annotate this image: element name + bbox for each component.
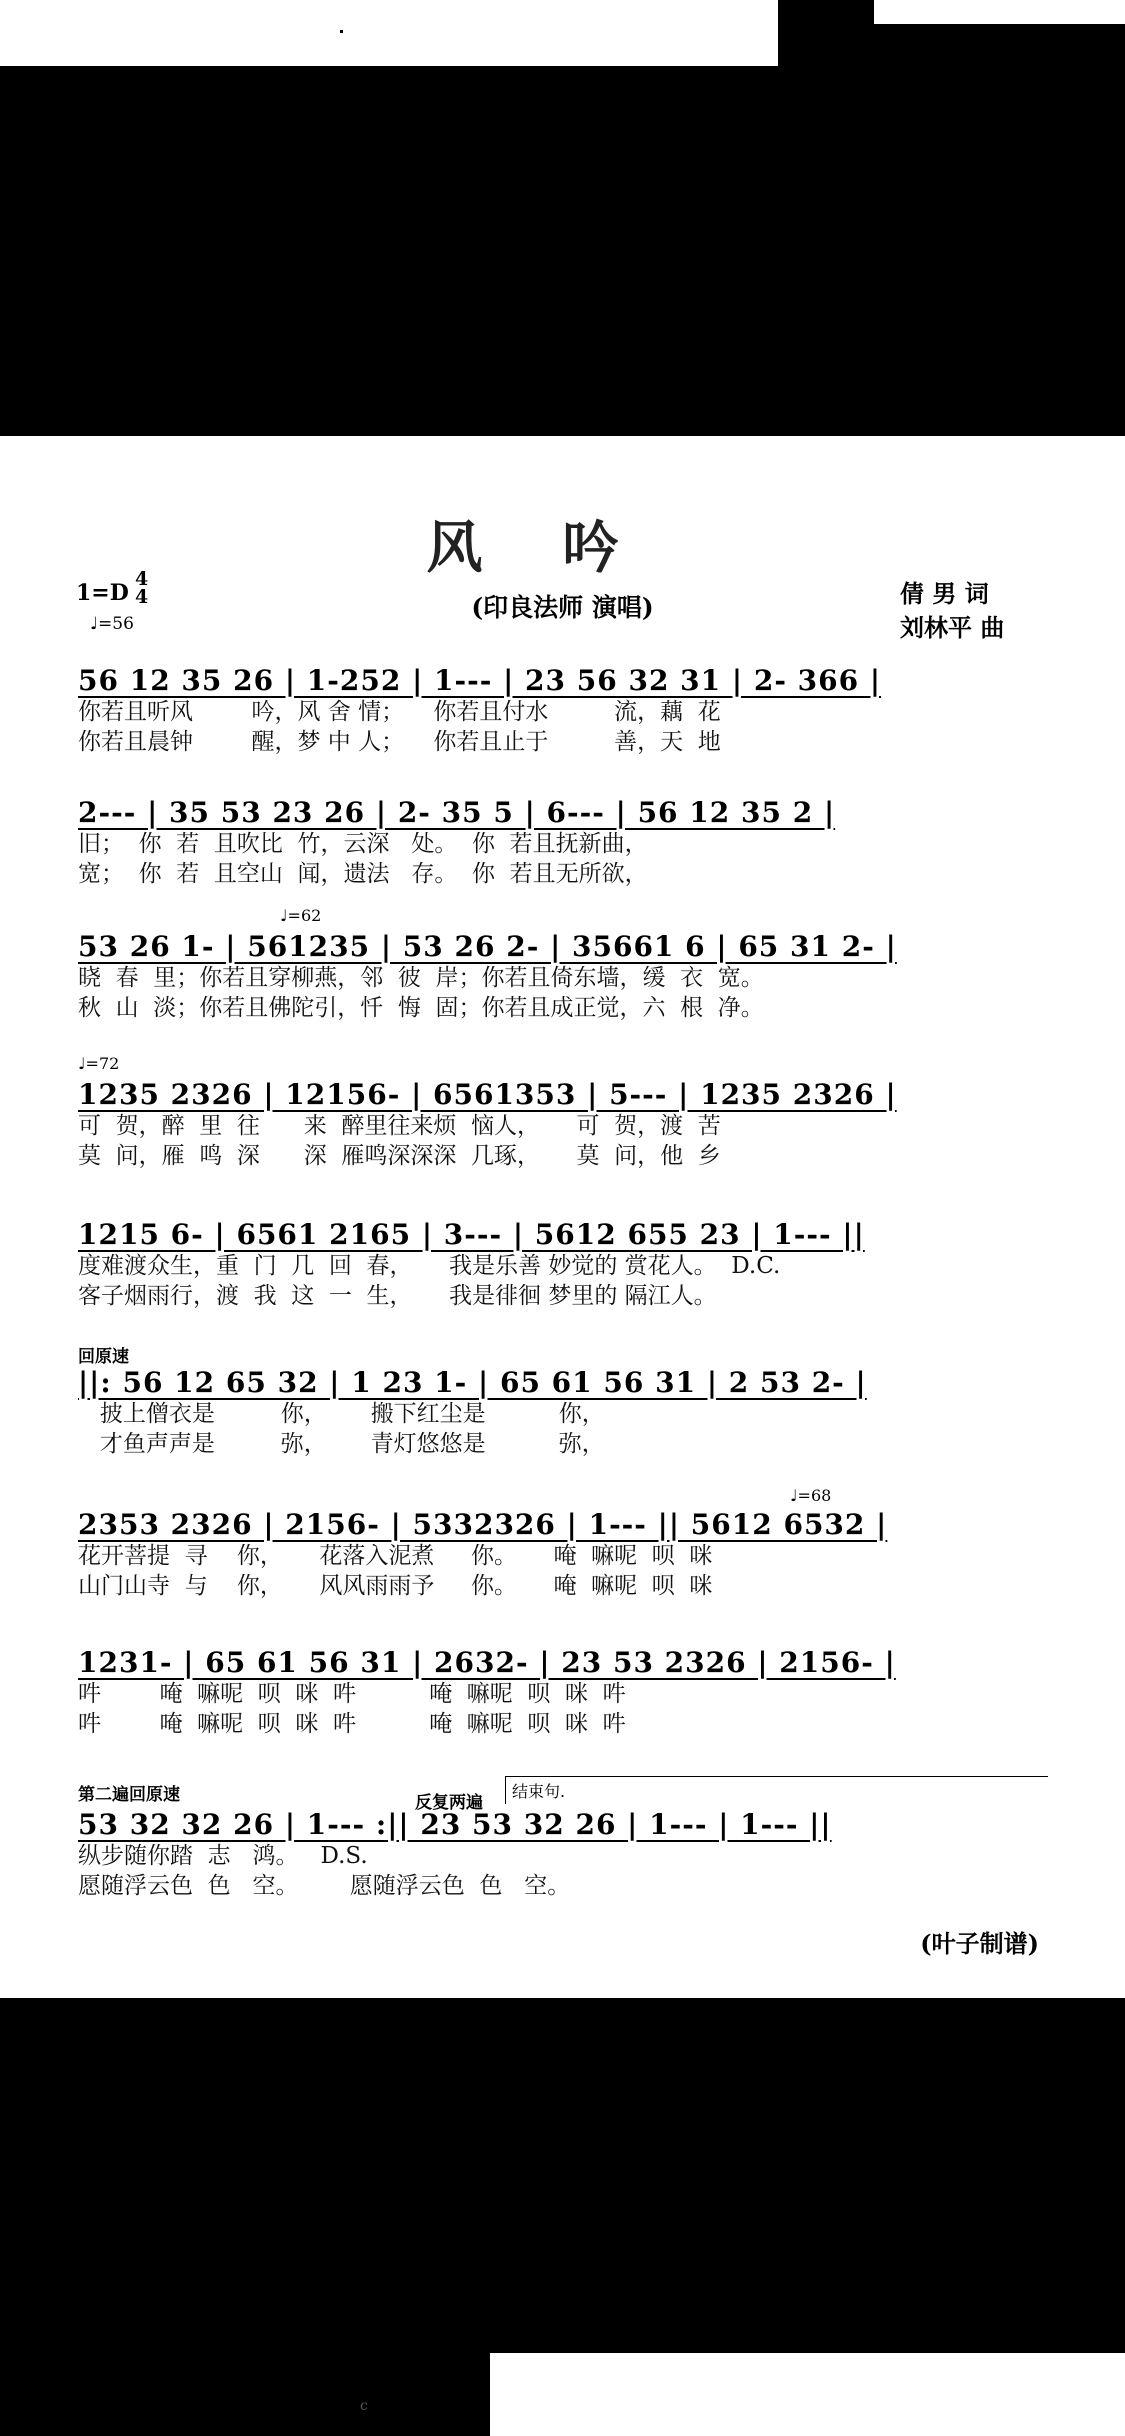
score-row [78, 1808, 1048, 1901]
lyrics-line-2: 客子烟雨行，渡 我 这 一 生， 我是徘徊 梦里的 隔江人。 [78, 1283, 717, 1309]
lyrics-line-1: 度难渡众生，重 门 几 回 春， 我是乐善 妙觉的 赏花人。 D.C. [78, 1253, 781, 1279]
page-title: 风吟 [426, 515, 699, 581]
lyrics-line-1: 旧； 你 若 且吹比 竹，云深 处。 你 若且抚新曲， [78, 831, 648, 857]
score-sheet [0, 436, 1125, 1998]
lyrics-line-1: 披上僧衣是 你， 搬下红尘是 你， [78, 1401, 605, 1427]
notes-line: 53 26 1- | 561235 | 53 26 2- | 35661 6 | 65 31 2- | [78, 930, 897, 963]
notes-line: 2--- | 35 53 23 26 | 2- 35 5 | 6--- | 56 12 35 2 | [78, 796, 836, 829]
score-row [78, 1078, 1048, 1171]
score-row [78, 930, 1048, 1023]
top-bar-left [0, 0, 778, 66]
score-row [78, 1646, 1048, 1739]
bottom-mark: c [360, 2398, 368, 2414]
lyrics-line-2: 愿随浮云色 色 空。 愿随浮云色 色 空。 [78, 1873, 571, 1899]
top-dot [340, 30, 343, 33]
notes-line: ||: 56 12 65 32 | 1 23 1- | 65 61 56 31 | 2 53 2- | [78, 1366, 867, 1399]
score-row [78, 1366, 1048, 1459]
score-row [78, 1218, 1048, 1311]
lyrics-line-2: 山门山寺 与 你， 风风雨雨予 你。 唵 嘛呢 呗 咪 [78, 1573, 713, 1599]
lyrics-line-2: 吽 唵 嘛呢 呗 咪 吽 唵 嘛呢 呗 咪 吽 [78, 1711, 626, 1737]
score-row [78, 1508, 1048, 1601]
lyrics-line-2: 秋 山 淡；你若且佛陀引，忏 悔 固；你若且成正觉，六 根 净。 [78, 995, 764, 1021]
lyrics-line-1: 吽 唵 嘛呢 呗 咪 吽 唵 嘛呢 呗 咪 吽 [78, 1681, 626, 1707]
time-signature: 4 4 [135, 568, 149, 608]
lyrics-line-2: 莫 问，雁 鸣 深 深 雁鸣深深深 几琢， 莫 问，他 乡 [78, 1143, 721, 1169]
notes-line: 1231- | 65 61 56 31 | 2632- | 23 53 2326 | 2156- | [78, 1646, 896, 1679]
tempo-62: ♩=62 [280, 906, 322, 925]
top-bar-right [874, 0, 1125, 24]
tempo-marking: ♩=56 [90, 614, 134, 634]
transcriber-credit: (叶子制谱) [920, 1929, 1039, 1958]
notes-line: 56 12 35 26 | 1-252 | 1--- | 23 56 32 31 | 2- 366 | [78, 664, 882, 697]
notes-line: 1215 6- | 6561 2165 | 3--- | 5612 655 23 | 1--- || [78, 1218, 865, 1251]
bottom-bar [490, 2353, 1125, 2436]
lyrics-line-2: 才鱼声声是 弥， 青灯悠悠是 弥， [78, 1431, 605, 1457]
ending-bracket: 结束句. [505, 1776, 1048, 1804]
lyrics-line-1: 晓 春 里；你若且穿柳燕，邻 彼 岸；你若且倚东墙，缓 衣 宽。 [78, 965, 764, 991]
lyricist-credit: 倩 男 词 [900, 579, 989, 608]
composer-credit: 刘林平 曲 [900, 613, 1005, 642]
lyrics-line-2: 宽； 你 若 且空山 闻，遗法 存。 你 若且无所欲， [78, 861, 648, 887]
key-signature: 1=D [76, 580, 129, 606]
lyrics-line-1: 花开菩提 寻 你， 花落入泥煮 你。 唵 嘛呢 呗 咪 [78, 1543, 713, 1569]
second-back-tempo-label: 第二遍回原速 [78, 1785, 180, 1805]
singer-credit: (印良法师 演唱) [471, 593, 654, 622]
score-row [78, 664, 1048, 757]
repeat-twice-label: 反复两遍 [415, 1793, 483, 1813]
back-tempo-label: 回原速 [78, 1347, 129, 1367]
lyrics-line-2: 你若且晨钟 醒，梦 中 人； 你若且止于 善，天 地 [78, 729, 721, 755]
tempo-72: ♩=72 [78, 1054, 120, 1073]
lyrics-line-1: 纵步随你踏 志 鸿。 D.S. [78, 1843, 368, 1869]
lyrics-line-1: 你若且听风 吟，风 舍 情； 你若且付水 流，藕 花 [78, 699, 721, 725]
tempo-68: ♩=68 [790, 1486, 832, 1505]
lyrics-line-1: 可 贺，醉 里 往 来 醉里往来烦 恼人， 可 贺，渡 苦 [78, 1113, 721, 1139]
notes-line: 2353 2326 | 2156- | 5332326 | 1--- || 5612 6532 | [78, 1508, 888, 1541]
notes-line: 53 32 32 26 | 1--- :|| 23 53 32 26 | 1--- | 1--- || [78, 1808, 832, 1841]
notes-line: 1235 2326 | 12156- | 6561353 | 5--- | 1235 2326 | [78, 1078, 897, 1111]
score-row [78, 796, 1048, 889]
